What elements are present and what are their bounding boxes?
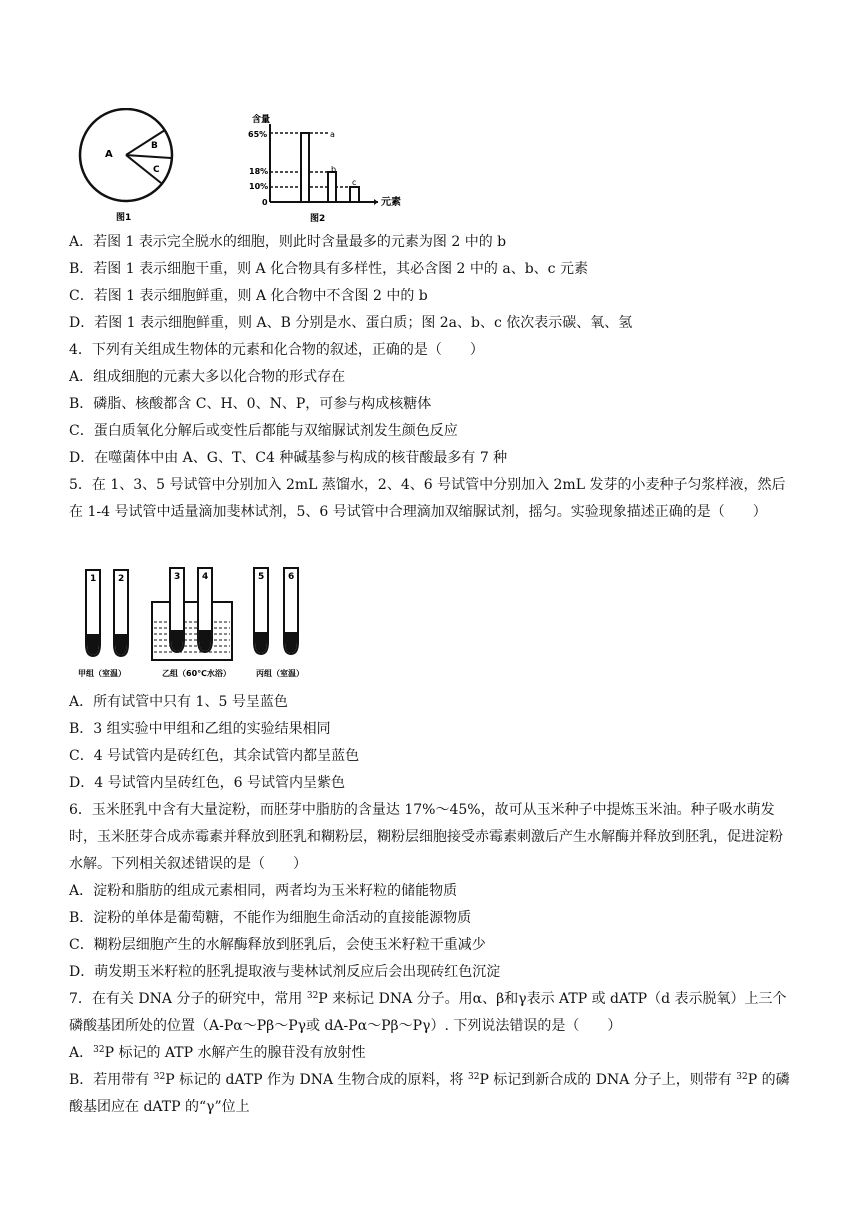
y-tick-10: 10% <box>249 182 269 191</box>
q7-stem: 7．在有关 DNA 分子的研究中，常用 $^{32}$P 来标记 DNA 分子。用α、β和γ表示 ATP 或 dATP（d 表示脱氧）上三个磷酸基团所处的位置（A-Pα～Pβ～Pγ或 dA-Pα～Pβ～Pγ）. 下列说法错误的是（ ） <box>69 991 787 1034</box>
tube-4 <box>198 568 212 652</box>
bar-label-a: a <box>330 130 335 139</box>
bar-c <box>350 187 359 202</box>
q3-option-d: D．若图 1 表示细胞鲜重，则 A、B 分别是水、蛋白质；图 2a、b、c 依次表示碳、氧、氢 <box>69 315 633 331</box>
x-axis-title: 元素 <box>381 197 401 208</box>
q6-option-a: A．淀粉和脂肪的组成元素相同，两者均为玉米籽粒的储能物质 <box>69 883 458 899</box>
pie-label-a: A <box>105 149 113 160</box>
svg-text:4: 4 <box>202 572 209 582</box>
bar-label-c: c <box>352 178 357 187</box>
tube-1 <box>86 570 100 656</box>
q6-option-c: C．糊粉层细胞产生的水解酶释放到胚乳后，会使玉米籽粒干重减少 <box>69 937 486 953</box>
q3-option-b: B．若图 1 表示细胞干重，则 A 化合物具有多样性，其必含图 2 中的 a、b、c 元素 <box>69 261 588 277</box>
svg-text:2: 2 <box>118 574 125 584</box>
pie-label-b: B <box>151 141 158 151</box>
q4-option-b: B．磷脂、核酸都含 C、H、0、N、P，可参与构成核糖体 <box>69 396 432 412</box>
q3-option-c: C．若图 1 表示细胞鲜重，则 A 化合物中不含图 2 中的 b <box>69 288 428 304</box>
q5-option-d: D．4 号试管内呈砖红色，6 号试管内呈紫色 <box>69 775 345 791</box>
svg-text:3: 3 <box>174 572 181 582</box>
tube-2 <box>114 570 128 656</box>
figure-1-pie <box>78 108 178 223</box>
bar-b <box>328 172 336 202</box>
q7-option-b: B．若用带有 $^{32}$P 标记的 dATP 作为 DNA 生物合成的原料，将 $^{32}$P 标记到新合成的 DNA 分子上，则带有 $^{32}$P 的磷酸基团应在 dATP 的“γ”位上 <box>69 1072 790 1115</box>
test-tube-diagram <box>74 562 330 686</box>
q5-stem: 5．在 1、3、5 号试管中分别加入 2mL 蒸馏水，2、4、6 号试管中分别加入 2mL 发芽的小麦种子匀浆样液，然后在 1-4 号试管中适量滴加斐林试剂，5、6 号试管中合理滴加双缩脲试剂，摇匀。实验现象描述正确的是（ ） <box>69 477 786 520</box>
y-tick-65: 65% <box>248 130 268 139</box>
group-label-a: 甲组（室温） <box>78 669 126 678</box>
group-label-c: 丙组（室温） <box>256 669 304 678</box>
figure-2-caption: 图2 <box>310 214 326 224</box>
y-tick-0: 0 <box>262 198 268 207</box>
q6-stem: 6．玉米胚乳中含有大量淀粉，而胚芽中脂肪的含量达 17%～45%，故可从玉米种子中提炼玉米油。种子吸水萌发时，玉米胚芽合成赤霉素并释放到胚乳和糊粉层，糊粉层细胞接受赤霉素刺激后产生水解酶并释放到胚乳，促进淀粉水解。下列相关叙述错误的是（ ） <box>69 802 783 872</box>
y-tick-18: 18% <box>249 167 269 176</box>
tube-3 <box>170 568 184 652</box>
q5-option-b: B．3 组实验中甲组和乙组的实验结果相同 <box>69 721 331 737</box>
q6-option-b: B．淀粉的单体是葡萄糖，不能作为细胞生命活动的直接能源物质 <box>69 910 472 926</box>
svg-text:5: 5 <box>258 572 265 582</box>
q4-option-c: C．蛋白质氧化分解后或变性后都能与双缩脲试剂发生颜色反应 <box>69 423 458 439</box>
svg-text:6: 6 <box>288 572 295 582</box>
svg-text:1: 1 <box>90 574 97 584</box>
q3-option-a: A．若图 1 表示完全脱水的细胞，则此时含量最多的元素为图 2 中的 b <box>69 234 507 250</box>
q4-stem: 4．下列有关组成生物体的元素和化合物的叙述，正确的是（ ） <box>69 342 484 358</box>
q5-option-c: C．4 号试管内是砖红色，其余试管内都呈蓝色 <box>69 748 360 764</box>
tube-6 <box>284 568 298 654</box>
q4-option-d: D．在噬菌体中由 A、G、T、C4 种碱基参与构成的核苷酸最多有 7 种 <box>69 450 508 466</box>
figure-1-caption: 图1 <box>116 213 132 223</box>
q4-option-a: A．组成细胞的元素大多以化合物的形式存在 <box>69 369 346 385</box>
bar-a <box>301 133 309 202</box>
y-axis-title: 含量 <box>252 115 271 125</box>
q5-option-a: A．所有试管中只有 1、5 号呈蓝色 <box>69 694 288 710</box>
figure-2-bar-chart <box>240 112 410 224</box>
pie-label-c: C <box>153 165 160 175</box>
q6-option-d: D．萌发期玉米籽粒的胚乳提取液与斐林试剂反应后会出现砖红色沉淀 <box>69 964 501 980</box>
bar-label-b: b <box>331 165 337 174</box>
water-bath <box>152 602 232 660</box>
tube-5 <box>254 568 268 654</box>
group-label-b: 乙组（60℃水浴） <box>162 669 231 678</box>
q7-option-a: A．$^{32}$P 标记的 ATP 水解产生的腺苷没有放射性 <box>69 1045 366 1061</box>
